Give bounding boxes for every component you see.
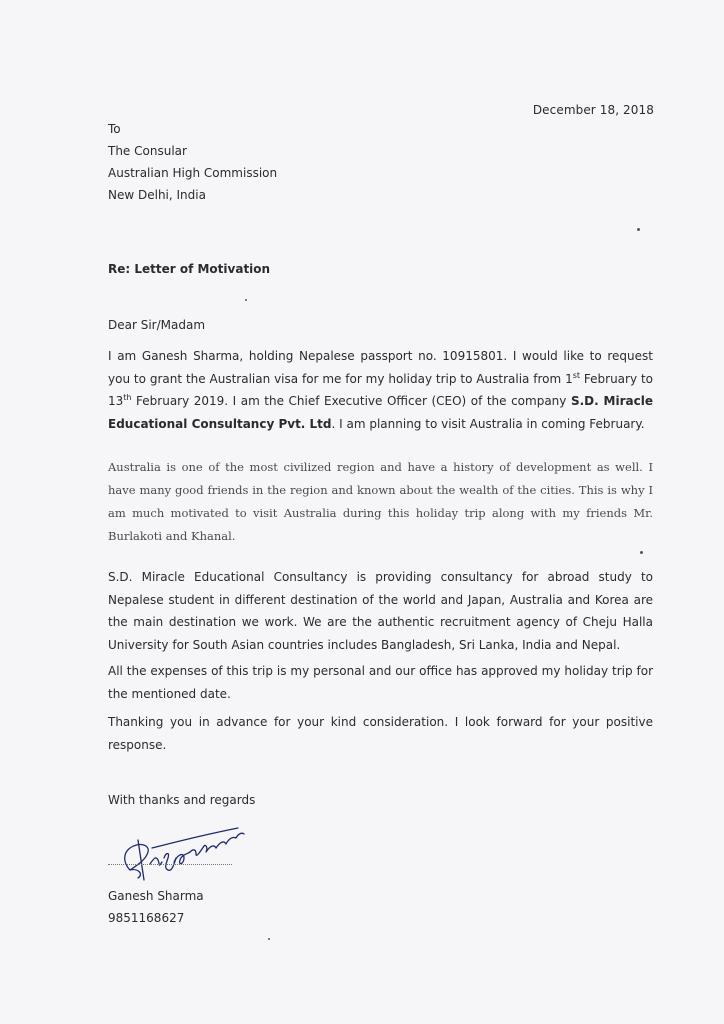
- recipient-line-4: New Delhi, India: [108, 188, 206, 202]
- scan-speck: [640, 551, 643, 554]
- signature-line: [108, 864, 232, 865]
- paragraph-thanks: Thanking you in advance for your kind consideration. I look forward for your positive response.: [108, 715, 653, 752]
- paragraph-australia: Australia is one of the most civilized region and have a history of development as well. I have many good friends in the region and known about the wealth of the cities. This is why I am much motivated to visit Australia during this holiday trip along with my friends Mr. Burlakoti and Khanal.: [108, 460, 653, 543]
- ordinal-suffix-2: th: [123, 393, 132, 402]
- paragraph-intro: [108, 345, 653, 435]
- paragraph-intro-text-d: . I am planning to visit Australia in coming February.: [331, 416, 645, 431]
- company-name: S.D. Miracle Educational Consultancy Pvt. Ltd: [108, 394, 653, 431]
- paragraph-intro-text-c: February 2019. I am the Chief Executive Officer (CEO) of the company: [131, 394, 571, 408]
- paragraph-expenses: All the expenses of this trip is my personal and our office has approved my holiday trip for the mentioned date.: [108, 664, 653, 701]
- paragraph-intro-text-a: I am Ganesh Sharma, holding Nepalese passport no. 10915801. I would like to request you to grant the Australian visa for me for my holiday trip to Australia from 1: [108, 349, 653, 386]
- signatory-name: Ganesh Sharma: [108, 889, 204, 903]
- ordinal-suffix-1: st: [572, 370, 581, 380]
- paragraph-intro-text-b: February to 13: [108, 371, 653, 408]
- salutation: Dear Sir/Madam: [108, 318, 206, 332]
- closing-line: With thanks and regards: [108, 793, 256, 807]
- recipient-line-3: Australian High Commission: [108, 166, 278, 180]
- scan-speck: [268, 938, 270, 940]
- scan-speck: [245, 299, 247, 301]
- letter-date: December 18, 2018: [532, 103, 654, 117]
- recipient-line-2: The Consular: [108, 144, 187, 158]
- signature-icon: [108, 818, 268, 888]
- subject-line: Re: Letter of Motivation: [108, 262, 271, 276]
- paragraph-consultancy: S.D. Miracle Educational Consultancy is providing consultancy for abroad study to Nepalese student in different destination of the world and Japan, Australia and Korea are the main destination we work. We are the authentic recruitment agency of Cheju Halla University for South Asian countries includes Bangladesh, Sri Lanka, India and Nepal.: [108, 570, 653, 652]
- scan-speck: [637, 228, 640, 231]
- recipient-line-1: To: [108, 122, 121, 136]
- signatory-phone: 9851168627: [108, 911, 185, 925]
